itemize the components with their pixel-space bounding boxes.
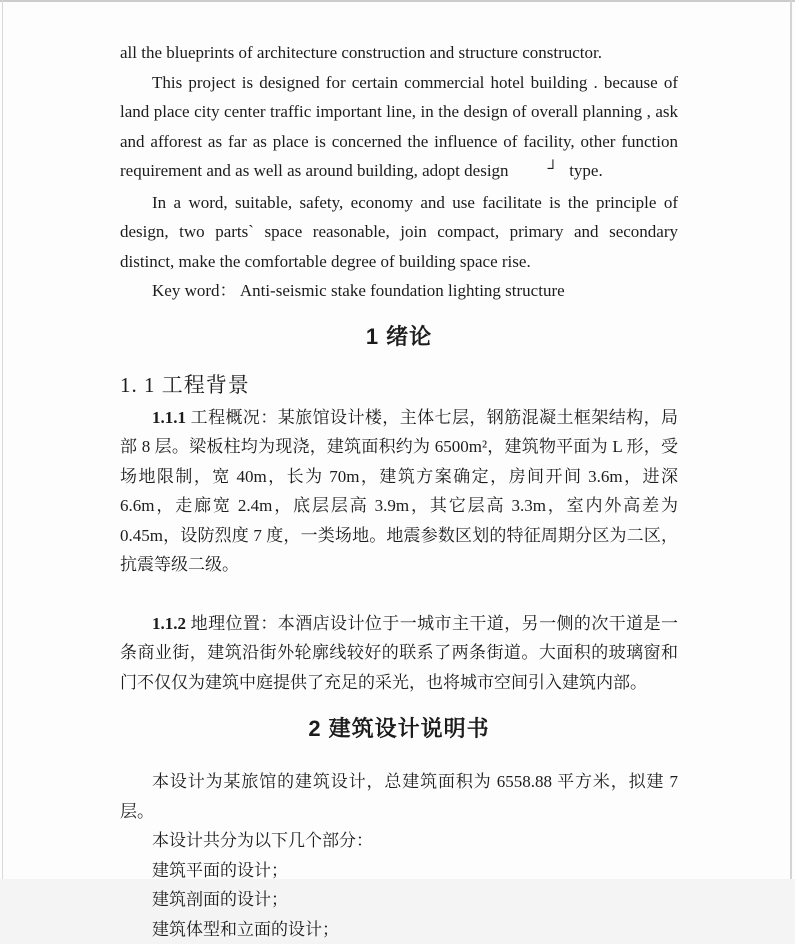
paragraph-ch2-item-facade: 建筑体型和立面的设计；	[120, 915, 678, 944]
paragraph-english-project-tail: type.	[569, 161, 603, 180]
paragraph-1-1-2	[120, 609, 678, 698]
paragraph-ch2-overview: 本设计为某旅馆的建筑设计，总建筑面积为 6558.88 平方米，拟建 7 层。	[120, 767, 678, 826]
keyword-line: Key word： Anti-seismic stake foundation lighting structure	[120, 276, 678, 306]
paragraph-1-1-2-number: 1.1.2	[152, 614, 186, 633]
paragraph-ch2-item-plan: 建筑平面的设计；	[120, 856, 678, 886]
paragraph-english-project	[120, 68, 678, 188]
paragraph-1-1-1	[120, 403, 678, 580]
paragraph-1-1-1-text: 工程概况：某旅馆设计楼，主体七层，钢筋混凝土框架结构，局部 8 层。梁板柱均为现浇，建筑面积约为 6500m²，建筑物平面为 L 形，受场地限制，宽 40m，长为 70m，建筑方案确定，房间开间 3.6m，进深 6.6m，走廊宽 2.4m，底层层高 3.9m，其它层高 3.3m，室内外高差为 0.45m，设防烈度 7 度，一类场地。地震参数区划的特征周期分区为二区，抗震等级二级。	[120, 408, 678, 575]
section-1-1-heading: 1. 1 工程背景	[120, 370, 678, 400]
document-content	[120, 38, 678, 944]
corner-glyph-icon: ┘	[516, 155, 559, 185]
paragraph-english-continuation: all the blueprints of architecture construction and structure constructor.	[120, 38, 678, 68]
paragraph-1-1-1-number: 1.1.1	[152, 408, 186, 427]
paragraph-ch2-item-section: 建筑剖面的设计；	[120, 885, 678, 915]
paragraph-1-1-2-text: 地理位置：本酒店设计位于一城市主干道，另一侧的次干道是一条商业街，建筑沿街外轮廓线较好的联系了两条街道。大面积的玻璃窗和门不仅仅为建筑中庭提供了充足的采光，也将城市空间引入建筑内部。	[120, 614, 678, 692]
chapter1-heading: 1 绪论	[120, 320, 678, 354]
page-left-edge	[2, 0, 3, 879]
chapter2-heading: 2 建筑设计说明书	[120, 712, 678, 746]
page-right-edge	[790, 0, 792, 879]
page-top-edge	[0, 0, 795, 2]
paragraph-ch2-parts-intro: 本设计共分为以下几个部分：	[120, 826, 678, 856]
paragraph-english-principle: In a word, suitable, safety, economy and use facilitate is the principle of design, two parts` space reasonable, join compact, primary and secondary distinct, make the comfortable degree of building space rise.	[120, 188, 678, 277]
paragraph-english-project-text: This project is designed for certain commercial hotel building . because of land place city center traffic important line, in the design of overall planning , ask and afforest as far as place is concerned the influence of facility, other function requirement and as well as around building, adopt design	[120, 73, 678, 181]
